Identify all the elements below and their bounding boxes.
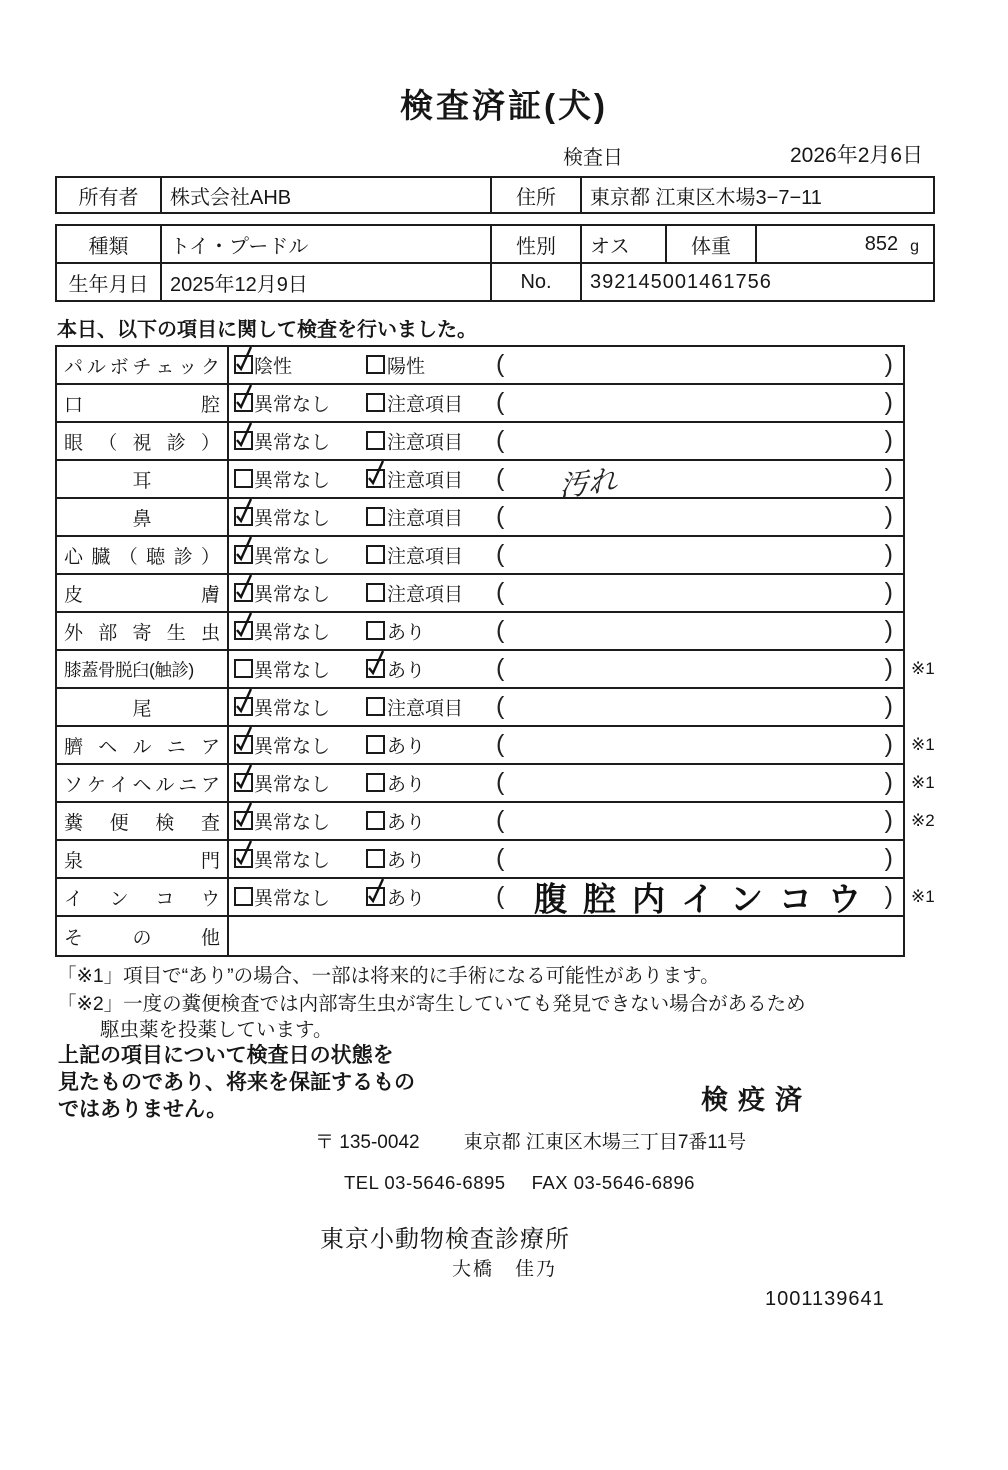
owner-value: 株式会社AHB — [162, 178, 492, 212]
option1-label: 異常なし — [254, 812, 331, 834]
checklist-item-label: 糞 便 検 査 — [57, 803, 229, 839]
checklist-item-label: そ の 他 — [57, 917, 229, 955]
quarantine-passed-stamp: 検疫済 — [701, 1085, 812, 1115]
option1-label: 異常なし — [254, 850, 331, 872]
check-mark-icon — [233, 420, 255, 452]
option2-label: 注意項目 — [387, 470, 464, 492]
option2-label: 注意項目 — [387, 584, 464, 606]
checklist-row — [57, 765, 935, 803]
option1-label: 異常なし — [254, 698, 331, 720]
clinic-address: 東京都 江東区木場三丁目7番11号 — [463, 1132, 747, 1153]
statement-text: 本日、以下の項目に関して検査を行いました。 — [57, 319, 477, 341]
checklist-item-label: 尾 — [57, 689, 229, 725]
option2-label: あり — [387, 660, 426, 682]
check-mark-icon — [233, 534, 255, 566]
open-paren: ( — [496, 881, 505, 910]
option1-checkbox — [234, 735, 253, 754]
option1-checkbox — [234, 697, 253, 716]
birthdate-label: 生年月日 — [57, 264, 162, 300]
check-mark-icon — [365, 876, 387, 908]
document-number: 1001139641 — [765, 1288, 885, 1310]
sex-value: オス — [582, 226, 667, 264]
option2-label: 注意項目 — [387, 432, 464, 454]
clinic-contact-line — [344, 1172, 695, 1194]
open-paren: ( — [496, 349, 505, 378]
checklist-row — [57, 613, 903, 651]
breed-label: 種類 — [57, 226, 162, 264]
clinic-postal-code: 〒 135-0042 — [315, 1132, 420, 1153]
check-mark-icon — [233, 762, 255, 794]
option1-label: 異常なし — [254, 774, 331, 796]
checklist-item-label: 鼻 — [57, 499, 229, 535]
option1-checkbox — [234, 393, 253, 412]
checklist-row — [57, 423, 903, 461]
option2-checkbox — [366, 393, 385, 412]
disclaimer-line-2: 見たものであり、将来を保証するもの — [58, 1071, 415, 1094]
remark-ref: ※1 — [911, 887, 935, 906]
close-paren: ) — [884, 425, 893, 454]
checklist-row — [57, 575, 903, 613]
option1-checkbox — [234, 469, 253, 488]
option1-label: 異常なし — [254, 736, 331, 758]
checklist-row — [57, 461, 903, 504]
checklist-item-label: 皮 膚 — [57, 575, 229, 611]
option2-checkbox — [366, 545, 385, 564]
option2-label: あり — [387, 850, 426, 872]
remark-ref: ※1 — [911, 659, 935, 678]
checklist-row — [57, 499, 903, 537]
option2-checkbox — [366, 849, 385, 868]
option2-checkbox — [366, 621, 385, 640]
disclaimer-text — [58, 1042, 415, 1123]
option1-checkbox — [234, 659, 253, 678]
option1-checkbox — [234, 583, 253, 602]
close-paren: ) — [884, 463, 893, 492]
option1-checkbox — [234, 811, 253, 830]
option2-checkbox — [366, 507, 385, 526]
close-paren: ) — [884, 805, 893, 834]
option2-checkbox — [366, 887, 385, 906]
option2-checkbox — [366, 773, 385, 792]
checklist-item-label: 泉 門 — [57, 841, 229, 877]
option1-checkbox — [234, 355, 253, 374]
option1-checkbox — [234, 431, 253, 450]
animal-info-table — [55, 224, 935, 302]
open-paren: ( — [496, 387, 505, 416]
page-title: 検査済証(犬) — [400, 87, 608, 124]
option2-label: 陽性 — [387, 356, 426, 378]
check-mark-icon — [233, 572, 255, 604]
disclaimer-line-1: 上記の項目について検査日の状態を — [58, 1044, 394, 1067]
close-paren: ) — [884, 539, 893, 568]
finding-note: 腹腔内インコウ — [534, 880, 877, 918]
registration-no-label: No. — [492, 264, 582, 300]
clinic-address-line — [315, 1127, 746, 1154]
open-paren: ( — [496, 653, 505, 682]
option2-checkbox — [366, 659, 385, 678]
breed-value: トイ・プードル — [162, 226, 492, 264]
close-paren: ) — [884, 843, 893, 872]
option1-checkbox — [234, 887, 253, 906]
clinic-tel: TEL 03-5646-6895 — [344, 1172, 506, 1193]
option2-label: 注意項目 — [387, 546, 464, 568]
option2-label: あり — [387, 774, 426, 796]
check-mark-icon — [233, 382, 255, 414]
option1-checkbox — [234, 621, 253, 640]
checklist-row — [57, 651, 935, 689]
option1-label: 異常なし — [254, 432, 331, 454]
open-paren: ( — [496, 843, 505, 872]
check-mark-icon — [233, 344, 255, 376]
inspection-date-value: 2026年2月6日 — [790, 144, 924, 167]
weight-number: 852 — [864, 232, 899, 255]
check-mark-icon — [233, 686, 255, 718]
inspection-date-label: 検査日 — [563, 147, 623, 169]
close-paren: ) — [884, 387, 893, 416]
address-value: 東京都 江東区木場3−7−11 — [590, 186, 822, 209]
checklist-table — [55, 345, 935, 957]
option2-label: 注意項目 — [387, 394, 464, 416]
option1-label: 異常なし — [254, 470, 331, 492]
checklist-row — [57, 537, 903, 575]
birthdate-value: 2025年12月9日 — [162, 264, 492, 300]
checklist-item-label: 膝蓋骨脱臼(触診) — [57, 651, 229, 687]
close-paren: ) — [884, 349, 893, 378]
option1-label: 異常なし — [254, 622, 331, 644]
check-mark-icon — [233, 800, 255, 832]
option1-checkbox — [234, 545, 253, 564]
checklist-row — [57, 917, 903, 955]
open-paren: ( — [496, 767, 505, 796]
veterinarian-name: 大橋 佳乃 — [452, 1259, 558, 1280]
open-paren: ( — [496, 463, 505, 492]
checklist-item-label: 心 臓 （ 聴 診 ） — [57, 537, 229, 573]
checklist-item-label: 口 腔 — [57, 385, 229, 421]
weight-unit: g — [910, 238, 919, 255]
open-paren: ( — [496, 729, 505, 758]
checklist-row — [57, 879, 935, 918]
clinic-fax: FAX 03-5646-6896 — [531, 1172, 695, 1193]
option2-label: あり — [387, 888, 426, 910]
open-paren: ( — [496, 691, 505, 720]
check-mark-icon — [233, 496, 255, 528]
finding-note: 汚れ — [558, 462, 618, 504]
disclaimer-line-3: ではありません。 — [58, 1098, 228, 1121]
checklist-item-label: 臍 ヘ ル ニ ア — [57, 727, 229, 763]
close-paren: ) — [884, 653, 893, 682]
sex-label: 性別 — [492, 226, 582, 264]
option2-checkbox — [366, 469, 385, 488]
owner-label: 所有者 — [57, 178, 162, 212]
close-paren: ) — [884, 615, 893, 644]
check-mark-icon — [365, 648, 387, 680]
checklist-item-label: ソ ケ イ ヘ ル ニ ア — [57, 765, 229, 801]
remark-ref: ※1 — [911, 773, 935, 792]
checklist-row — [57, 727, 935, 765]
footnote-2: 「※2」一度の糞便検査では内部寄生虫が寄生していても発見できない場合があるため — [57, 993, 806, 1015]
owner-table — [55, 176, 935, 214]
option2-checkbox — [366, 697, 385, 716]
option2-checkbox — [366, 735, 385, 754]
option2-label: 注意項目 — [387, 698, 464, 720]
checklist-item-label: イ ン コ ウ — [57, 879, 229, 915]
registration-no-value: 392145001461756 — [590, 270, 772, 293]
weight-label: 体重 — [667, 226, 757, 264]
footnote-1: 「※1」項目で“あり”の場合、一部は将来的に手術になる可能性があります。 — [57, 965, 720, 987]
open-paren: ( — [496, 539, 505, 568]
clinic-name: 東京小動物検査診療所 — [320, 1226, 570, 1253]
check-mark-icon — [233, 610, 255, 642]
close-paren: ) — [884, 767, 893, 796]
checklist-row — [57, 347, 903, 385]
open-paren: ( — [496, 615, 505, 644]
open-paren: ( — [496, 425, 505, 454]
option1-label: 異常なし — [254, 546, 331, 568]
option2-checkbox — [366, 583, 385, 602]
option1-checkbox — [234, 507, 253, 526]
option2-label: あり — [387, 736, 426, 758]
close-paren: ) — [884, 729, 893, 758]
remark-ref: ※1 — [911, 735, 935, 754]
option1-checkbox — [234, 849, 253, 868]
open-paren: ( — [496, 577, 505, 606]
check-mark-icon — [233, 838, 255, 870]
close-paren: ) — [884, 577, 893, 606]
option1-label: 異常なし — [254, 888, 331, 910]
check-mark-icon — [233, 724, 255, 756]
option2-label: あり — [387, 812, 426, 834]
option2-label: 注意項目 — [387, 508, 464, 530]
footnote-2-cont: 駆虫薬を投薬しています。 — [100, 1019, 333, 1041]
check-mark-icon — [365, 458, 387, 490]
option1-label: 異常なし — [254, 584, 331, 606]
address-label: 住所 — [492, 178, 582, 212]
close-paren: ) — [884, 501, 893, 530]
option2-checkbox — [366, 355, 385, 374]
close-paren: ) — [884, 691, 893, 720]
checklist-row — [57, 803, 935, 841]
option1-label: 陰性 — [254, 356, 293, 378]
option1-label: 異常なし — [254, 394, 331, 416]
close-paren: ) — [884, 881, 893, 910]
weight-value — [757, 226, 933, 264]
open-paren: ( — [496, 805, 505, 834]
checklist-item-label: 眼 （ 視 診 ） — [57, 423, 229, 459]
checklist-item-label: 耳 — [57, 461, 229, 497]
option2-label: あり — [387, 622, 426, 644]
remark-ref: ※2 — [911, 811, 935, 830]
open-paren: ( — [496, 501, 505, 530]
checklist-item-label: パ ル ボ チ ェ ッ ク — [57, 347, 229, 383]
option1-label: 異常なし — [254, 660, 331, 682]
option2-checkbox — [366, 811, 385, 830]
checklist-item-label: 外 部 寄 生 虫 — [57, 613, 229, 649]
checklist-row — [57, 385, 903, 423]
option2-checkbox — [366, 431, 385, 450]
option1-label: 異常なし — [254, 508, 331, 530]
checklist-row — [57, 689, 903, 727]
option1-checkbox — [234, 773, 253, 792]
